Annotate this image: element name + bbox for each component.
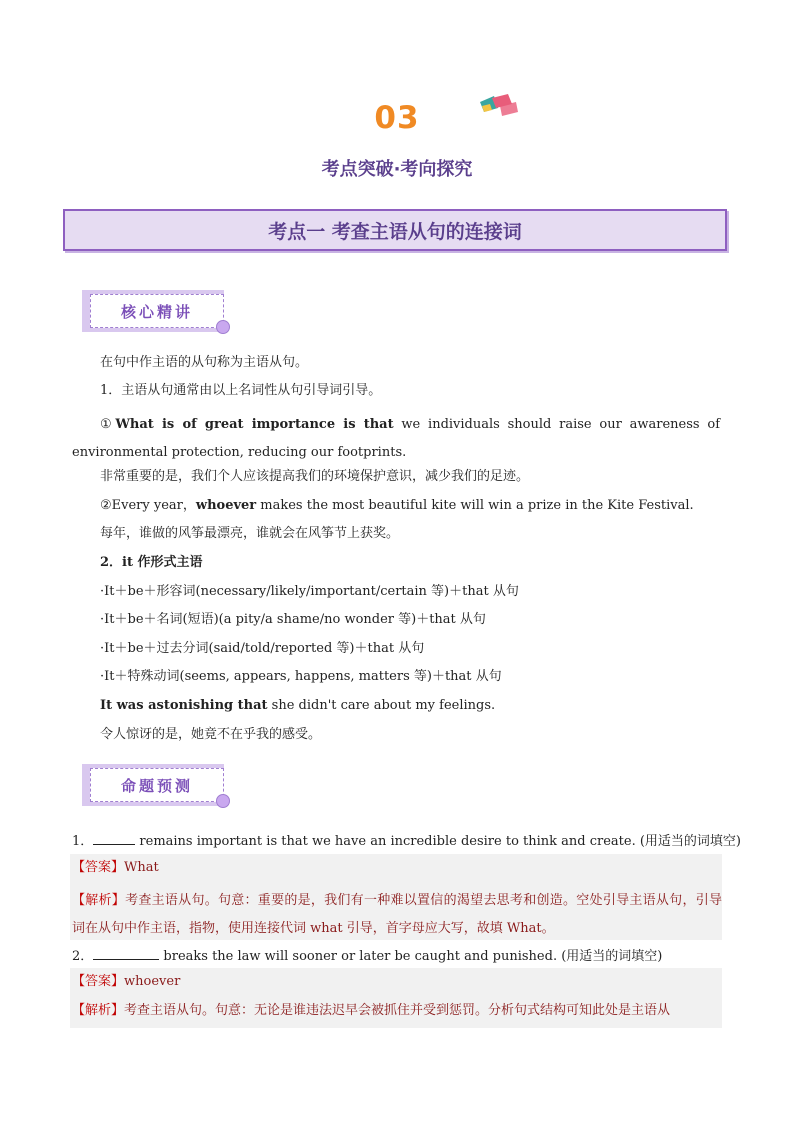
question-2-analysis-text: 考查主语从句。句意：无论是谁违法迟早会被抓住并受到惩罚。分析句式结构可知此处是主语从 xyxy=(124,1003,671,1018)
example-1-bold: What is of great importance is that xyxy=(115,417,394,432)
example-2-translation: 每年，谁做的风筝最漂亮，谁就会在风筝节上获奖。 xyxy=(100,526,400,541)
example-2 xyxy=(100,497,720,515)
question-1-text: remains important is that we have an incredible desire to think and create. (用适当的词填空) xyxy=(135,834,742,849)
question-2-answer-label: 【答案】 xyxy=(72,974,125,989)
core-lecture-tag-label: 核心精讲 xyxy=(90,294,224,328)
question-1-number: 1． xyxy=(72,834,94,849)
topic-banner xyxy=(63,209,727,251)
example-1 xyxy=(72,411,720,467)
example-3-translation: 令人惊讶的是，她竟不在乎我的感受。 xyxy=(100,727,322,742)
example-1-rest: we individuals should raise our awareness of environmental protection, reducing our footprints. xyxy=(72,417,721,460)
example-3 xyxy=(100,697,720,715)
example-2-bold: whoever xyxy=(195,498,257,513)
question-1 xyxy=(72,830,742,851)
question-1-analysis xyxy=(72,887,722,943)
pattern-4: ·It＋特殊动词(seems, appears, happens, matters 等)＋that 从句 xyxy=(100,669,502,684)
decorative-flag-icon xyxy=(478,92,520,118)
section-title: 考点突破·考向探究 xyxy=(321,159,473,180)
question-2-blank[interactable] xyxy=(93,945,159,960)
question-1-analysis-label: 【解析】 xyxy=(72,893,126,908)
example-2-rest: makes the most beautiful kite will win a prize in the Kite Festival. xyxy=(256,498,694,513)
chapter-number: 03 xyxy=(374,100,420,136)
topic-banner-text: 考点一 考查主语从句的连接词 xyxy=(268,220,522,243)
pattern-3: ·It＋be＋过去分词(said/told/reported 等)＋that 从句 xyxy=(100,641,425,656)
question-1-answer-label: 【答案】 xyxy=(72,860,125,875)
question-2-answer xyxy=(72,973,722,991)
lecture-point-1: 1．主语从句通常由以上名词性从句引导词引导。 xyxy=(100,383,382,398)
lecture-intro: 在句中作主语的从句称为主语从句。 xyxy=(100,355,309,370)
example-3-bold: It was astonishing that xyxy=(100,698,268,713)
lecture-point-2: 2．it 作形式主语 xyxy=(100,555,203,570)
question-1-answer xyxy=(72,859,722,877)
question-2-analysis xyxy=(72,1002,722,1020)
core-lecture-tag xyxy=(82,290,232,336)
question-2-analysis-label: 【解析】 xyxy=(72,1003,125,1018)
question-2-number: 2． xyxy=(72,949,94,964)
question-2-answer-value: whoever xyxy=(124,974,181,989)
prediction-tag-label: 命题预测 xyxy=(90,768,224,802)
prediction-tag xyxy=(82,764,232,810)
pattern-2: ·It＋be＋名词(短语)(a pity/a shame/no wonder 等)＋that 从句 xyxy=(100,612,486,627)
question-2 xyxy=(72,945,722,966)
question-1-analysis-text: 考查主语从句。句意：重要的是，我们有一种难以置信的渴望去思考和创造。空处引导主语从句，引导词在从句中作主语，指物，使用连接代词 what 引导，首字母应大写，故填 What。 xyxy=(72,893,722,936)
example-1-translation: 非常重要的是，我们个人应该提高我们的环境保护意识，减少我们的足迹。 xyxy=(100,469,530,484)
example-3-rest: she didn't care about my feelings. xyxy=(267,698,496,713)
question-2-text: breaks the law will sooner or later be caught and punished. (用适当的词填空) xyxy=(159,949,663,964)
example-1-marker: ① xyxy=(100,417,116,432)
example-2-marker: ②Every year， xyxy=(100,498,196,513)
pattern-1: ·It＋be＋形容词(necessary/likely/important/certain 等)＋that 从句 xyxy=(100,584,519,599)
question-1-answer-value: What xyxy=(124,860,159,875)
question-1-blank[interactable] xyxy=(93,830,135,845)
